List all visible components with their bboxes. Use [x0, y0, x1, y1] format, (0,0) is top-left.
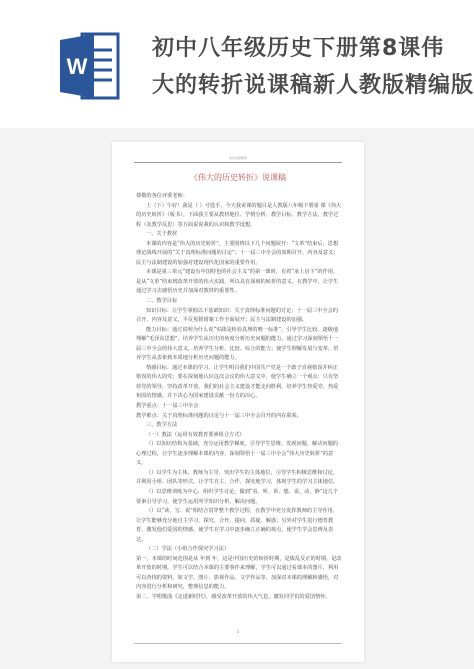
document-body: [136, 192, 342, 603]
footer-divider: [134, 643, 342, 644]
paragraph: （）以“读、写、说”相结合贯穿整个教学过程，在教学中充分发挥教师的主导作用，让学生能够充分地自主学习、探究、合作、提问、质疑、解惑；另外对学生进行德育教育，激发他们爱国的情感，使学生在学习中逐步确立正确的观点，使学生学会思辨及表达。: [136, 508, 339, 543]
paragraph: 三、教学方法: [146, 422, 178, 429]
document-preview-area: [0, 128, 474, 669]
paragraph: （一）教法（运用有效教育要素组合方式）: [146, 431, 245, 438]
paragraph: 本课是第三单元“建设有中国特色的社会主义”的第一课时，有着“承上启下”的作用。是从“文革”结束到改革开放的伟大实践，所以具有深刻的转折的意义，在教学中，让学生通过学习去感悟历史并加深对教材的重要性。: [136, 269, 339, 295]
microsoft-word-icon: [60, 30, 120, 102]
document-title-banner: [152, 30, 474, 104]
paragraph: 尊敬的各位评委老师：: [136, 193, 188, 199]
paragraph: （）以学生为主体，教师为主导，突出学生的主体地位，引导学生积极思维和讨论，并利用小组、团队等形式，让学生自主、合作、探究地学习，体现学生的学习主体地位。: [136, 469, 339, 486]
running-head: 农村庆阳教育: [134, 156, 342, 163]
paragraph: 教学难点：关于真理标准问题的讨论与十一届三中全会召开的内在联系。: [136, 412, 303, 419]
paragraph: 能力目标：通过说明为什么说“实践是检验真理的唯一标准”，引导学生比较、逐级地理解“毛泽东思想”，培养学生从历史的角度分析历史问题的能力。通过学习深刻领悟十一届三中全会的伟大意义，培养学生分析、比较、综合的能力；使学生理解发展与变革，培养学生从表象到本质地分析历史问题的能力。: [136, 326, 339, 362]
svg-text:W: W: [66, 54, 88, 79]
document-page: [112, 142, 364, 662]
paragraph: 上（下）午好！我是（ ）号选手，今天我说课的题目是人教版八年级下册第 课《伟大的历史转折》（板书）。下面我主要从教材地位、学情分析、教学目标、教学方法、教学过程（及教学反思）等方面说说我的认识和教学设想。: [136, 202, 342, 228]
paragraph: 本课的内容是“伟大的历史转折”，主要围绕以下几个问题展开：“文革”结束后，思想理论战线开展的“关于真理标准问题的讨论”；十一届三中全会的如期召开、内容及意义；民主与法制建设的加强对建设现代化国家的重要作用。: [136, 240, 339, 266]
title-line-2: 大的转折说课稿新人教版精编版: [152, 73, 474, 98]
page-header: [0, 0, 474, 128]
title-line-1: 初中八年级历史下册第8课伟: [152, 36, 445, 61]
paragraph: （）以知识结构为基础，充分运用教学梯度，引导学生思维、发现问题、解决问题的心理过程，让学生逐步理解本课的内容，深刻领悟十一届三中全会“伟大历史转折”的意义。: [136, 441, 338, 467]
paragraph: 第二，学唱歌曲《走进新时代》，感受改革开放的伟大气息，激发同学们的爱国情怀。: [136, 593, 331, 600]
page-number: 1: [236, 629, 240, 634]
paragraph: 一、关于教材: [146, 231, 178, 238]
paragraph: （二）学法（小组合作探究学习法）: [146, 546, 230, 553]
paragraph: 情感目标：通过本课的学习，让学生明白我们中国共产党是一个敢于直视错误并纠正错误的伟大的党；要在深刻地认识这次会议的伟大意义中，使学生确立一个观点：只有坚持党的领导，坚持改革开放，我们的社会主义建设才能走向胜利。培养学生热爱党、热爱祖国的情感，并下决心为国家建设贡献一份力的决心。: [136, 364, 339, 400]
paragraph: 第一，本课的时间范围是从 年到 年，这是中国历史的转折时期，是拨乱反正的时期，是改革开放的时期。学生可以结合本课的主要事件来理解，学生可以通过看课本的图片，利用可以查找的资料，如文学、图片、影视作品、文学作品等，加深对本课的理解和感悟，对内容进行分析和研究，整理信息的能力。: [136, 555, 342, 591]
paragraph: 二、教学目标: [146, 298, 178, 305]
paragraph: （）以思维训练为中心，组织学生讨论，做到“看、听、讲、想、说、动、静”这几个要素引导学习，使学生运用所学知识分析、解决问题。: [136, 488, 339, 505]
paragraph: 知识目标：让学生掌握以下基础知识：关于真理标准问题的讨论；十一届三中全会的召开、内容及意义，平反冤假错案工作全面展开；民主与法制建设的加强。: [136, 307, 338, 324]
document-heading: 《伟大的历史转折》说课稿: [190, 173, 286, 182]
paragraph: 教学重点：十一届三中全会: [136, 403, 199, 410]
